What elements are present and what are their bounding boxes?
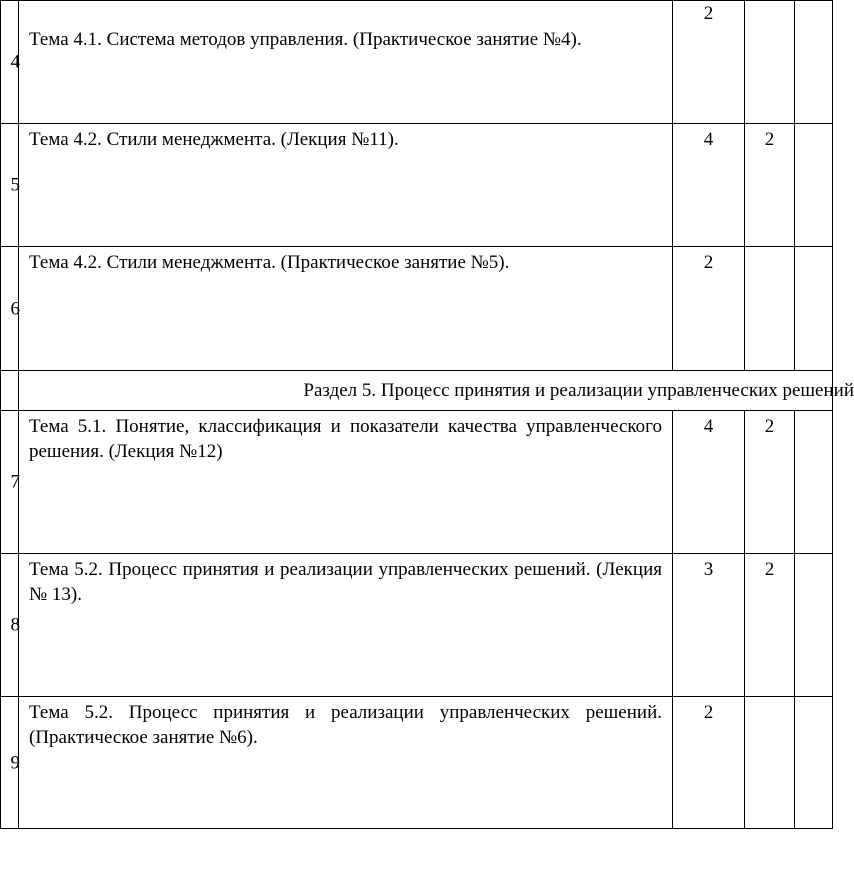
row-number: 6 [10, 298, 20, 319]
row-number: 9 [10, 752, 20, 773]
hours-lecture: 2 [764, 559, 775, 580]
hours-lecture: 2 [764, 129, 775, 150]
topic-cell [19, 411, 673, 554]
section-row [1, 371, 833, 411]
table-row [1, 697, 833, 829]
hours-extra-cell [795, 124, 833, 247]
topic-text: Тема 5.1. Понятие, классификация и показатели качества управленческого решения. (Лекция №12) [29, 416, 662, 462]
topic-cell [19, 697, 673, 829]
hours-extra-cell [795, 1, 833, 124]
topic-text: Тема 4.2. Стили менеджмента. (Практическое занятие №5). [29, 252, 510, 273]
table-row [1, 1, 833, 124]
row-number-cell [1, 554, 19, 697]
row-number-cell [1, 247, 19, 371]
table-row [1, 554, 833, 697]
hours-total-cell [673, 247, 745, 371]
table-row [1, 247, 833, 371]
topic-cell [19, 1, 673, 124]
hours-lecture: 2 [764, 416, 775, 437]
hours-extra-cell [795, 554, 833, 697]
hours-total-cell [673, 697, 745, 829]
hours-total-cell [673, 554, 745, 697]
hours-lecture-cell [745, 247, 795, 371]
row-number: 4 [10, 51, 20, 73]
hours-total: 2 [703, 702, 714, 723]
hours-lecture-cell [745, 697, 795, 829]
hours-total: 2 [703, 3, 714, 24]
hours-lecture-cell [745, 124, 795, 247]
hours-total: 4 [703, 129, 714, 150]
hours-extra-cell [795, 247, 833, 371]
table-row [1, 411, 833, 554]
hours-total-cell [673, 1, 745, 124]
row-number: 7 [10, 471, 20, 493]
hours-lecture-cell [745, 411, 795, 554]
topic-text: Тема 5.2. Процесс принятия и реализации управленческих решений. (Лекция № 13). [29, 559, 662, 605]
topic-cell [19, 247, 673, 371]
hours-total-cell [673, 124, 745, 247]
hours-extra-cell [795, 697, 833, 829]
hours-total: 3 [703, 559, 714, 580]
row-number-cell [1, 371, 19, 411]
row-number: 8 [10, 614, 20, 636]
topic-cell [19, 554, 673, 697]
hours-total: 2 [703, 252, 714, 273]
section-header-cell [19, 371, 854, 411]
hours-lecture-cell [745, 1, 795, 124]
topic-cell [19, 124, 673, 247]
hours-lecture-cell [745, 554, 795, 697]
section-title: Раздел 5. Процесс принятия и реализации управленческих решений [303, 380, 854, 401]
hours-total: 4 [703, 416, 714, 437]
hours-extra-cell [795, 411, 833, 554]
row-number-cell [1, 1, 19, 124]
topic-text: Тема 4.2. Стили менеджмента. (Лекция №11). [29, 129, 399, 150]
topic-text: Тема 5.2. Процесс принятия и реализации управленческих решений. (Практическое занятие №6). [29, 702, 662, 748]
row-number-cell [1, 124, 19, 247]
row-number-cell [1, 697, 19, 829]
row-number: 5 [10, 174, 20, 196]
table-row [1, 124, 833, 247]
hours-total-cell [673, 411, 745, 554]
row-number-cell [1, 411, 19, 554]
topic-text: Тема 4.1. Система методов управления. (Практическое занятие №4). [29, 29, 582, 50]
